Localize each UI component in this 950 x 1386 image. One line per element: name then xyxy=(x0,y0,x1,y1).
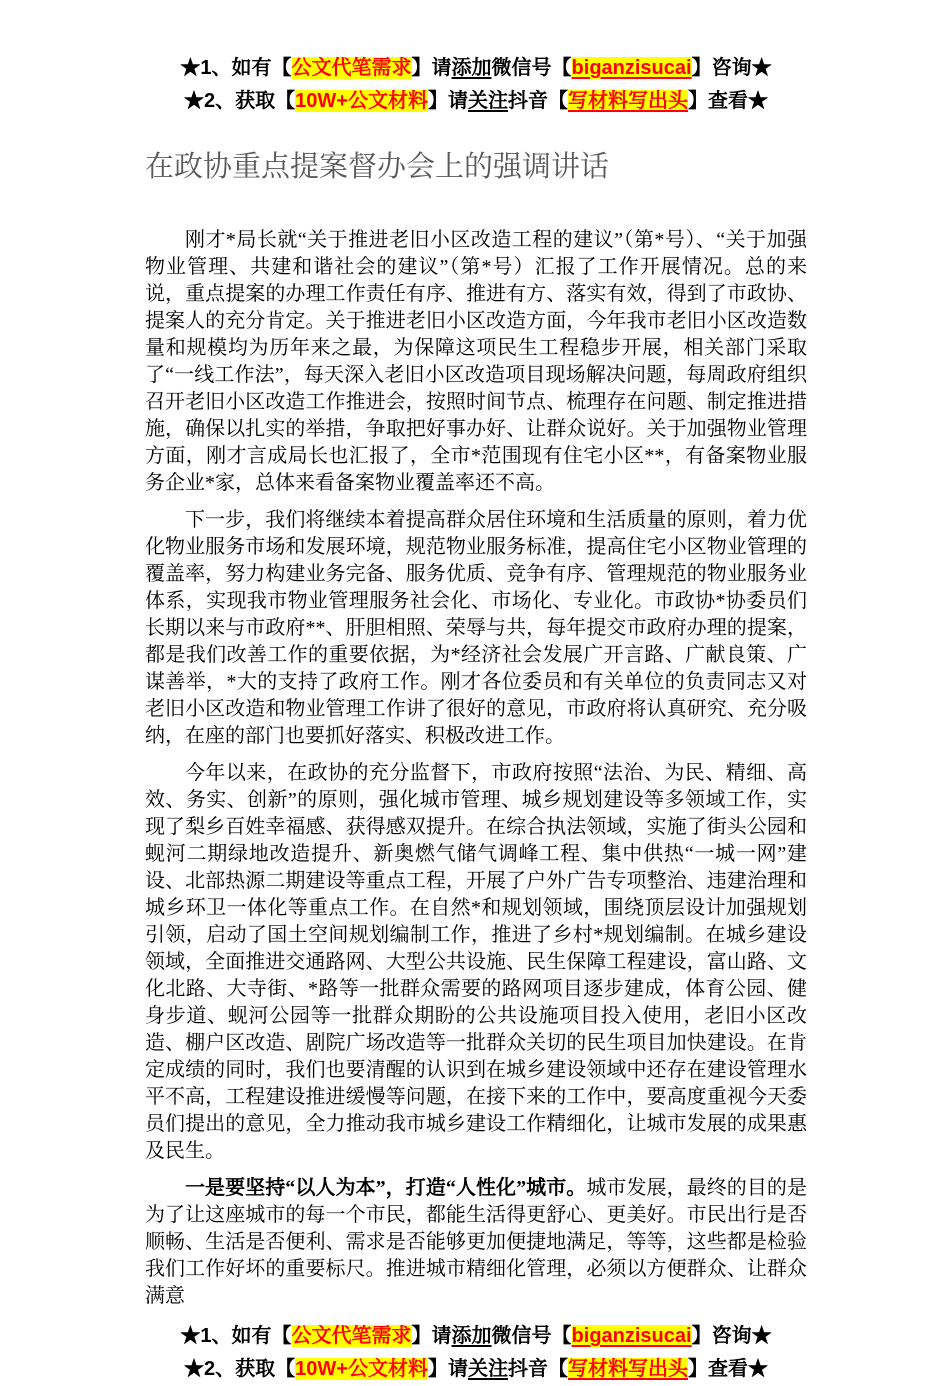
paragraph-4 xyxy=(145,1175,807,1310)
promo-highlight-service: 公文代笔需求 xyxy=(291,1325,412,1348)
paragraph-lead: 一是要坚持“以人为本”，打造“人性化”城市。 xyxy=(185,1177,587,1200)
promo-text: ★2、获取【 xyxy=(184,90,296,112)
paragraph-text: 城市发展，最终的目的是为了让这座城市的每一个市民，都能生活得更舒心、更美好。市民出行是否顺畅、生活是否便利、需求是否能够更加便捷地满足，等等，这些都是检验我们工作好坏的重要标尺。推进城市精细化管理，必须以方便群众、让群众满意 xyxy=(145,1177,807,1308)
promo-douyin-id: 写材料写出头 xyxy=(567,90,688,112)
paragraph-1 xyxy=(145,227,807,497)
promo-text: 】咨询★ xyxy=(691,57,772,79)
promo-highlight-materials: 10W+公文材料 xyxy=(295,1358,428,1381)
promo-highlight-materials: 10W+公文材料 xyxy=(295,90,428,112)
promo-text: 微信号【 xyxy=(491,57,572,79)
promo-underline-follow: 关注 xyxy=(467,90,508,112)
promo-text: 抖音【 xyxy=(507,1358,568,1381)
promo-text: 】请 xyxy=(427,1358,468,1381)
document-body xyxy=(145,227,807,1320)
promo-header-line-1 xyxy=(145,52,807,85)
paragraph-text: 刚才*局长就“关于推进老旧小区改造工程的建议”（第*号）、“关于加强物业管理、共建和谐社会的建议”（第*号）汇报了工作开展情况。总的来说，重点提案的办理工作责任有序、推进有方、落实有效，得到了市政协、提案人的充分肯定。关于推进老旧小区改造方面，今年我市老旧小区改造数量和规模均为历年来之最，为保障这项民生工程稳步开展，相关部门采取了“一线工作法”，每天深入老旧小区改造项目现场解决问题，每周政府组织召开老旧小区改造工作推进会，按照时间节点、梳理存在问题、制定推进措施，确保以扎实的举措，争取把好事办好、让群众说好。关于加强物业管理方面，刚才言成局长也汇报了，全市*范围现有住宅小区**，有备案物业服务企业*家，总体来看备案物业覆盖率还不高。 xyxy=(145,229,807,495)
promo-text: ★2、获取【 xyxy=(184,1358,296,1381)
promo-text: 】查看★ xyxy=(687,90,768,112)
promo-text: 】请 xyxy=(411,57,452,79)
promo-footer xyxy=(145,1320,807,1386)
promo-text: ★1、如有【 xyxy=(180,57,292,79)
promo-header-line-2 xyxy=(145,85,807,118)
promo-douyin-id: 写材料写出头 xyxy=(567,1358,688,1381)
promo-wechat-id: biganzisucai xyxy=(571,57,692,79)
paragraph-3 xyxy=(145,760,807,1165)
promo-text: ★1、如有【 xyxy=(180,1325,292,1348)
promo-text: 】咨询★ xyxy=(691,1325,772,1348)
promo-wechat-id: biganzisucai xyxy=(571,1325,692,1348)
promo-footer-line-1 xyxy=(145,1320,807,1353)
promo-underline-add: 添加 xyxy=(451,57,492,79)
promo-text: 微信号【 xyxy=(491,1325,572,1348)
promo-footer-line-2 xyxy=(145,1353,807,1386)
promo-text: 】请 xyxy=(427,90,468,112)
paragraph-text: 下一步，我们将继续本着提高群众居住环境和生活质量的原则，着力优化物业服务市场和发展环境，规范物业服务标准，提高住宅小区物业管理的覆盖率，努力构建业务完备、服务优质、竞争有序、管理规范的物业服务业体系，实现我市物业管理服务社会化、市场化、专业化。市政协*协委员们长期以来与市政府**、肝胆相照、荣辱与共，每年提交市政府办理的提案，都是我们改善工作的重要依据，为*经济社会发展广开言路、广献良策、广谋善举，*大的支持了政府工作。刚才各位委员和有关单位的负责同志又对老旧小区改造和物业管理工作讲了很好的意见，市政府将认真研究、充分吸纳，在座的部门也要抓好落实、积极改进工作。 xyxy=(145,509,807,748)
promo-text: 抖音【 xyxy=(507,90,568,112)
document-title: 在政协重点提案督办会上的强调讲话 xyxy=(145,151,610,183)
promo-highlight-service: 公文代笔需求 xyxy=(291,57,412,79)
paragraph-text: 今年以来，在政协的充分监督下，市政府按照“法治、为民、精细、高效、务实、创新”的原则，强化城市管理、城乡规划建设等多领域工作，实现了梨乡百姓幸福感、获得感双提升。在综合执法领域，实施了街头公园和蚬河二期绿地改造提升、新奥燃气储气调峰工程、集中供热“一城一网”建设、北部热源二期建设等重点工程，开展了户外广告专项整治、违建治理和城乡环卫一体化等重点工作。在自然*和规划领域，围绕顶层设计加强规划引领，启动了国土空间规划编制工作，推进了乡村*规划编制。在城乡建设领域，全面推进交通路网、大型公共设施、民生保障工程建设，富山路、文化北路、大寺街、*路等一批群众需要的路网项目逐步建成，体育公园、健身步道、蚬河公园等一批群众期盼的公共设施项目投入使用，老旧小区改造、棚户区改造、剧院广场改造等一批群众关切的民生项目加快建设。在肯定成绩的同时，我们也要清醒的认识到在城乡建设领域中还存在建设管理水平不高，工程建设推进缓慢等问题，在接下来的工作中，要高度重视今天委员们提出的意见，全力推动我市城乡建设工作精细化，让城市发展的成果惠及民生。 xyxy=(145,762,807,1163)
promo-text: 】查看★ xyxy=(687,1358,768,1381)
paragraph-2 xyxy=(145,507,807,750)
promo-underline-follow: 关注 xyxy=(467,1358,508,1381)
promo-underline-add: 添加 xyxy=(451,1325,492,1348)
promo-text: 】请 xyxy=(411,1325,452,1348)
promo-header xyxy=(145,52,807,118)
